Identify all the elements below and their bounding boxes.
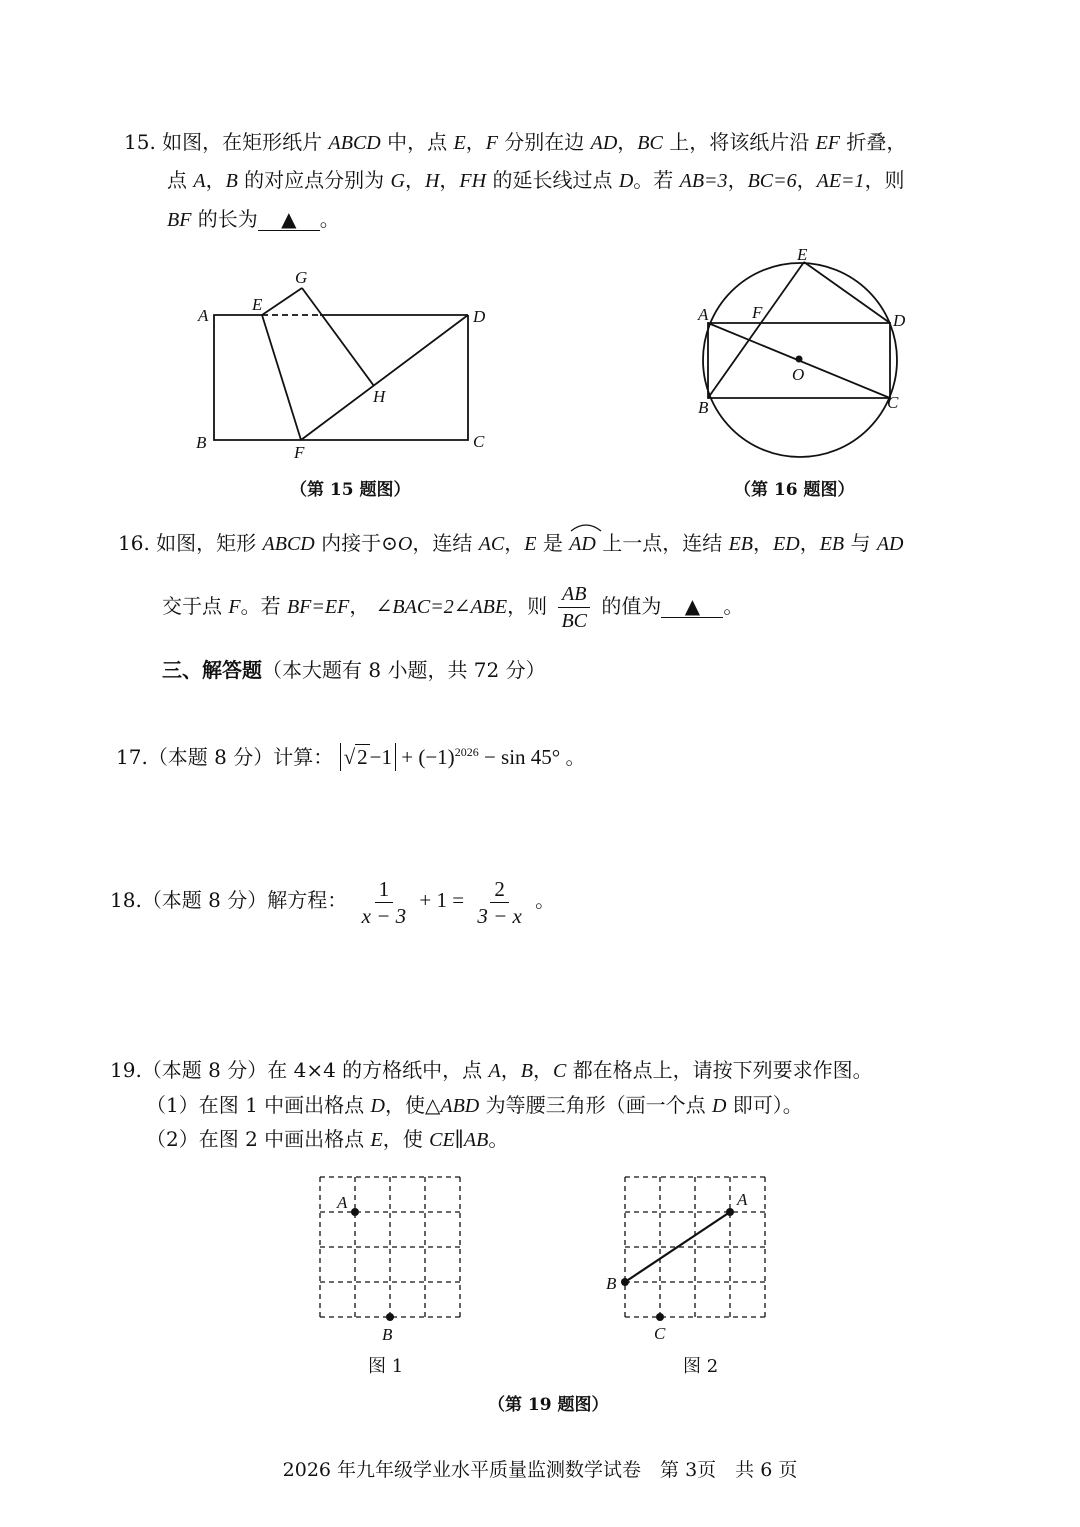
q15-var: B [225, 170, 238, 192]
q16-text: ， [753, 531, 774, 555]
q16-arc-ad [569, 528, 596, 559]
q15-line-3 [167, 204, 340, 235]
q16-var: ABCD [262, 533, 315, 555]
q19-fig2-label-a: A [737, 1190, 748, 1209]
q16-text: ， [504, 531, 525, 555]
q19-number: 19. [110, 1058, 142, 1082]
q16-label-o: O [792, 365, 805, 384]
q15-var: AB=3 [679, 170, 728, 192]
q19-var: B [520, 1060, 533, 1082]
q15-text: ， [617, 130, 638, 154]
q15-text: ， [404, 168, 425, 192]
q15-seg-eg [262, 288, 302, 315]
q16-text: 上一点，连结 [602, 531, 723, 555]
q16-text: 内接于⊙ [321, 531, 398, 555]
q18-text: （本题 8 分）解方程： [141, 888, 348, 912]
q16-text: ， [349, 594, 370, 618]
q15-var: BF [167, 209, 192, 231]
q15-text: ， [465, 130, 486, 154]
q18-frac-num: 2 [490, 876, 509, 903]
q19-var: C [552, 1060, 567, 1082]
section-3-heading [162, 655, 546, 685]
q16-caption: （第 16 题图） [734, 480, 855, 500]
q16-var: O [397, 533, 413, 555]
q17-term: (−1) [418, 745, 455, 769]
q15-answer-blank: ▲ [258, 208, 320, 231]
q17-exponent: 2026 [454, 745, 479, 759]
q19-var: CE∥AB [429, 1129, 489, 1151]
q15-label-a: A [198, 306, 209, 325]
q16-label-a: A [698, 305, 709, 324]
q15-var: E [453, 132, 466, 154]
q18-fraction-1 [358, 876, 411, 929]
q15-var: D [618, 170, 634, 192]
q16-seg-eb [708, 262, 804, 398]
q16-text: 交于点 [162, 594, 222, 618]
q19-var: E [370, 1129, 383, 1151]
q15-text: ，则 [864, 168, 905, 192]
q16-var: EB [819, 533, 845, 555]
q16-text: 如图，矩形 [156, 531, 257, 555]
q17-number: 17. [116, 745, 148, 769]
q19-text: ，使△ [384, 1093, 441, 1117]
q17-text: （本题 8 分）计算： [147, 745, 334, 769]
q16-center-dot [796, 356, 803, 363]
q19-text: 为等腰三角形（画一个点 [485, 1093, 706, 1117]
q15-seg-gh [302, 288, 374, 386]
q15-text: 中，点 [387, 130, 448, 154]
q16-label-d: D [893, 311, 906, 330]
q16-line-1 [118, 528, 904, 559]
q17-absolute-value [340, 743, 396, 771]
q19-fig2-point-b [621, 1278, 629, 1286]
q16-frac-num: AB [558, 581, 590, 608]
q16-line-2 [162, 578, 743, 635]
q19-fig2-caption: 图 2 [683, 1356, 719, 1377]
q15-text: 的延长线过点 [492, 168, 613, 192]
q15-label-e: E [252, 295, 263, 314]
q16-label-e: E [797, 245, 808, 264]
q16-label-c: C [887, 393, 899, 412]
q18-fraction-2 [473, 876, 526, 929]
q16-var: ED [773, 533, 800, 555]
q16-var: BF=EF [286, 596, 350, 618]
q16-text: ， [799, 531, 820, 555]
q16-answer-blank: ▲ [661, 595, 723, 618]
q15-text: 的对应点分别为 [244, 168, 385, 192]
q16-label-f: F [752, 303, 763, 322]
q15-text: 分别在边 [504, 130, 585, 154]
q15-var: F [485, 132, 498, 154]
q15-seg-fd [301, 315, 468, 440]
q15-number: 15. [124, 130, 156, 154]
q17-term: −1 [369, 745, 392, 769]
q19-text: 即可）。 [732, 1093, 803, 1117]
q15-var: BC=6 [747, 170, 797, 192]
q15-text: ， [727, 168, 748, 192]
q17-text: 。 [565, 745, 586, 769]
q19-fig2-label-b: B [606, 1274, 617, 1293]
q16-text: 与 [850, 531, 871, 555]
q19-fig2-label-c: C [654, 1324, 666, 1343]
q19-fig1-label-a: A [337, 1193, 348, 1212]
page-footer: 2026 年九年级学业水平质量监测数学试卷 第 3页 共 6 页 [282, 1459, 798, 1481]
q16-number: 16. [118, 531, 150, 555]
q15-text: 上，将该纸片沿 [669, 130, 810, 154]
q19-var: D [711, 1095, 727, 1117]
q18-number: 18. [110, 888, 142, 912]
q19-grid-1 [305, 1165, 480, 1350]
q15-var: H [424, 170, 440, 192]
q16-var: AC [478, 533, 505, 555]
q15-text: 如图，在矩形纸片 [162, 130, 323, 154]
q15-caption: （第 15 题图） [290, 480, 411, 500]
q17-formula [340, 745, 566, 769]
q15-text: 折叠， [846, 130, 907, 154]
q15-text: 。 [319, 207, 340, 231]
q19-fig1-caption: 图 1 [368, 1356, 404, 1377]
q18-frac-den: 3 − x [477, 903, 522, 928]
q16-text: ，连结 [412, 531, 473, 555]
q19-text: （本题 8 分）在 4×4 的方格纸中，点 [141, 1058, 483, 1082]
q16-text: ，则 [507, 594, 548, 618]
q16-label-b: B [698, 398, 709, 417]
q19-text: 都在格点上，请按下列要求作图。 [572, 1058, 873, 1082]
q19-var: D [370, 1095, 385, 1117]
q19-text: 。 [488, 1127, 509, 1151]
q16-text: 。若 [240, 594, 281, 618]
q15-text: 点 [167, 168, 187, 192]
q15-line-2 [167, 165, 905, 196]
q19-grid-2 [598, 1165, 778, 1350]
q15-var: ABCD [328, 132, 381, 154]
q15-label-g: G [295, 268, 308, 287]
q16-var: AD [876, 533, 904, 555]
section-note: （本大题有 8 小题，共 72 分） [262, 658, 546, 682]
q18-frac-den: x − 3 [361, 903, 407, 928]
q16-text: 。 [723, 594, 744, 618]
q16-var: EB [728, 533, 754, 555]
q16-fraction [557, 581, 591, 634]
q16-var: AD [569, 533, 596, 555]
q19-fig1-point-a [351, 1208, 359, 1216]
q15-label-b: B [196, 433, 207, 452]
q19-fig1-label-b: B [382, 1325, 393, 1344]
q19-text: ， [532, 1058, 553, 1082]
q15-var: EF [815, 132, 841, 154]
q19-var: ABD [440, 1095, 480, 1117]
q19-var: A [488, 1060, 501, 1082]
q16-text: 的值为 [601, 594, 662, 618]
q15-text: ， [796, 168, 817, 192]
q15-line-1 [124, 127, 906, 158]
q15-label-d: D [473, 307, 486, 326]
q18-frac-num: 1 [375, 876, 394, 903]
q15-label-c: C [473, 432, 485, 451]
q16-seg-ed [804, 262, 890, 323]
q16-var: F [228, 596, 241, 618]
q17-term: − sin 45° [483, 745, 561, 769]
q15-figure [190, 260, 500, 465]
q19-fig2-segment-ab [625, 1212, 730, 1282]
q19-text: （1）在图 1 中画出格点 [146, 1093, 365, 1117]
q17-op: + [401, 745, 414, 769]
q15-var: A [193, 170, 206, 192]
q16-figure [690, 243, 920, 478]
q19-text: ， [500, 1058, 521, 1082]
q15-text: 的长为 [197, 207, 258, 231]
q15-var: G [390, 170, 405, 192]
q19-text: ，使 [382, 1127, 423, 1151]
q18-line [110, 872, 555, 929]
q17-radicand: 2 [357, 745, 368, 769]
q16-var: ∠BAC=2∠ABE [375, 596, 508, 618]
q18-text: 。 [535, 888, 556, 912]
q15-text: ， [205, 168, 226, 192]
q19-fig2-point-a [726, 1208, 734, 1216]
q19-fig2-point-c [656, 1313, 664, 1321]
q15-label-h: H [373, 387, 386, 406]
q19-part-2 [146, 1124, 508, 1155]
sqrt-icon: √ [343, 745, 356, 769]
q18-op: + 1 = [419, 888, 465, 912]
q15-var: BC [637, 132, 663, 154]
q15-var: AE=1 [816, 170, 865, 192]
q19-text: （2）在图 2 中画出格点 [146, 1127, 365, 1151]
q19-part-1 [146, 1090, 803, 1121]
q15-rect-edge-left [214, 315, 468, 440]
q16-var: E [524, 533, 537, 555]
q16-frac-den: BC [561, 610, 588, 632]
q15-text: 。若 [633, 168, 674, 192]
q19-fig1-point-b [386, 1313, 394, 1321]
q17-line [116, 737, 585, 772]
q15-label-f: F [294, 443, 305, 462]
section-title: 三、解答题 [162, 658, 262, 682]
q17-sqrt [344, 743, 370, 771]
q18-formula [354, 876, 535, 928]
arc-icon [569, 522, 603, 532]
q15-var: AD [590, 132, 618, 154]
q15-text: ， [439, 168, 460, 192]
q19-caption: （第 19 题图） [488, 1395, 609, 1415]
q19-line-1 [110, 1055, 873, 1086]
q15-fold-ef [262, 315, 301, 440]
q15-var: FH [459, 170, 487, 192]
q16-text: 是 [542, 531, 563, 555]
